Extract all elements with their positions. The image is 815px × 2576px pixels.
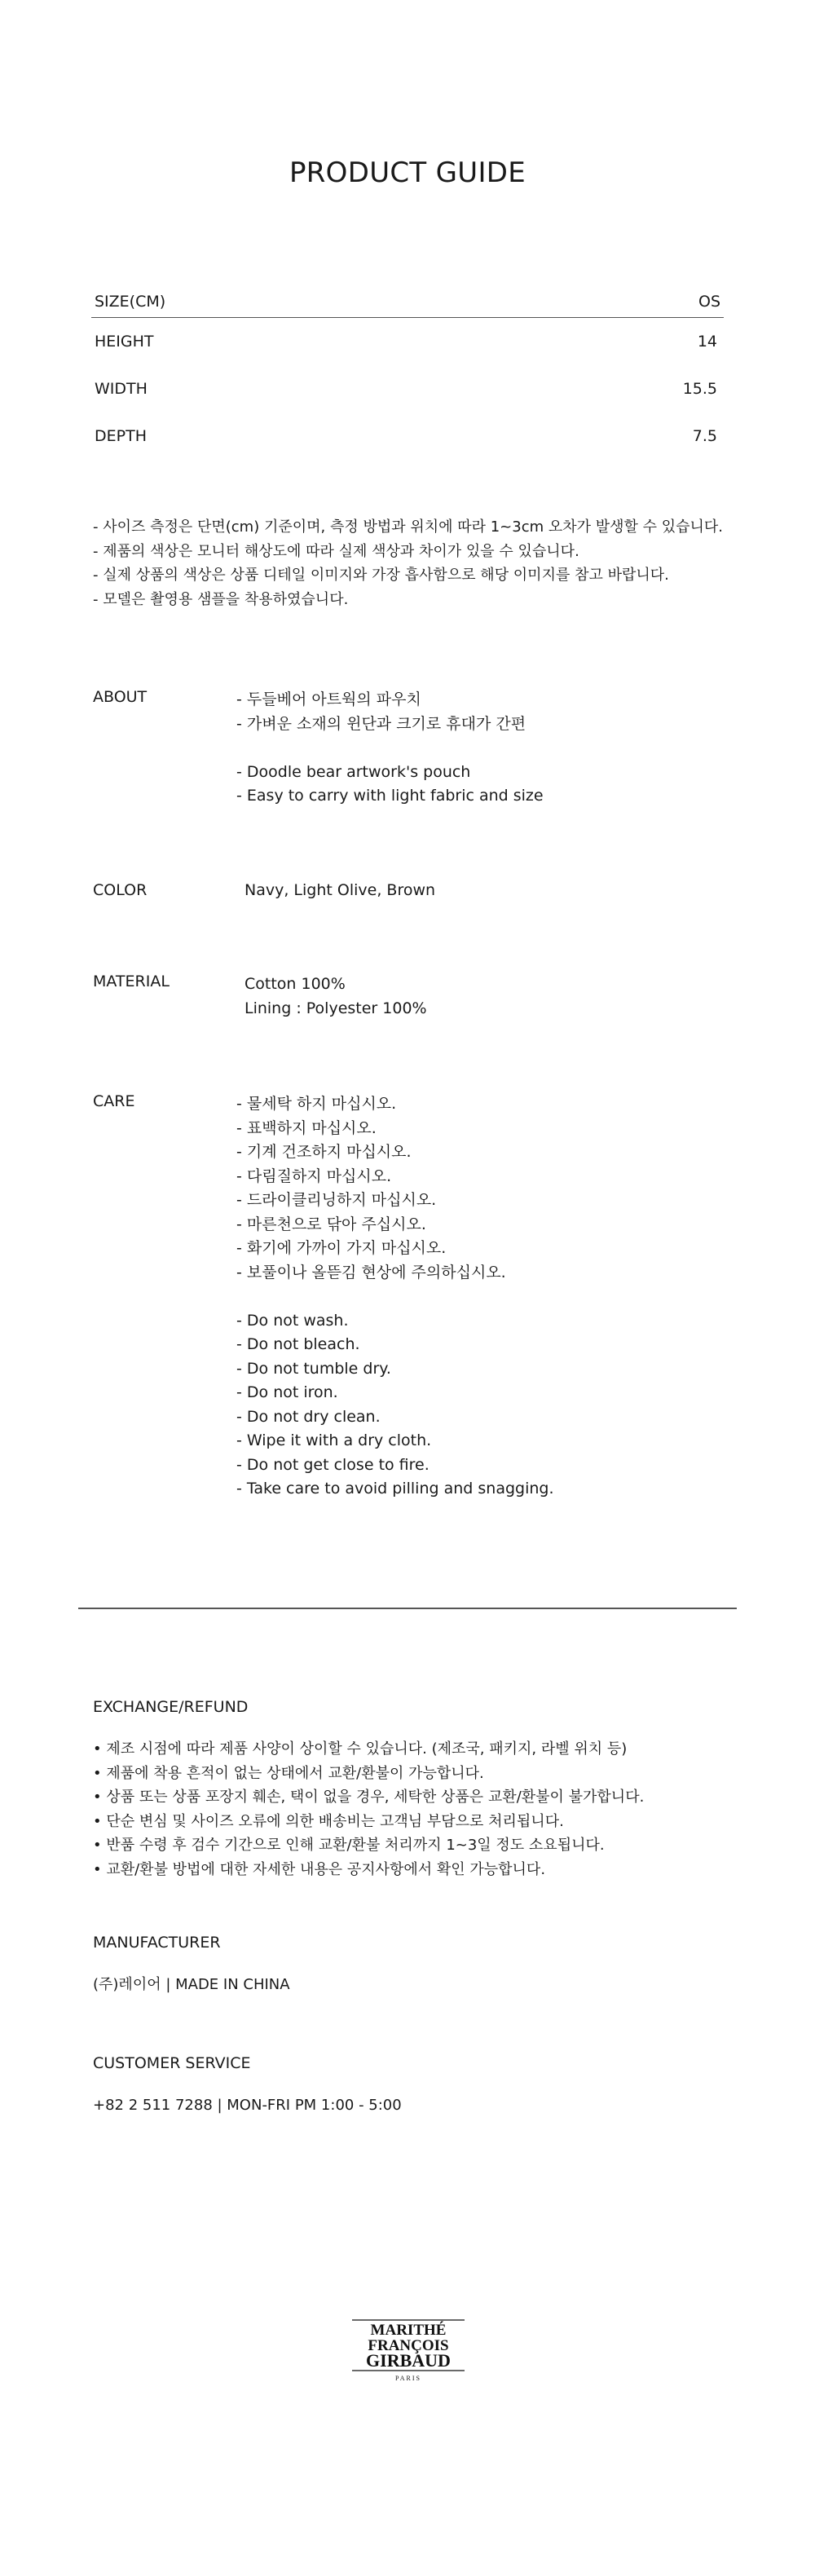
size-row-value: 15.5 bbox=[682, 380, 717, 398]
care-line: - Do not wash. bbox=[236, 1311, 349, 1330]
care-line: - 표백하지 마십시오. bbox=[236, 1118, 377, 1137]
care-line: - Take care to avoid pilling and snagging. bbox=[236, 1480, 554, 1498]
care-line: - 물세탁 하지 마십시오. bbox=[236, 1095, 397, 1113]
care-line: - 기계 건조하지 마십시오. bbox=[236, 1143, 412, 1161]
exchange-line: • 제조 시점에 따라 제품 사양이 상이할 수 있습니다. (제조국, 패키지, 라벨 위치 등) bbox=[93, 1740, 628, 1758]
material-line: Lining : Polyester 100% bbox=[244, 999, 427, 1017]
note-line: - 모델은 촬영용 샘플을 착용하였습니다. bbox=[93, 590, 349, 608]
exchange-line: • 단순 변심 및 사이즈 오류에 의한 배송비는 고객님 부담으로 처리됩니다. bbox=[93, 1812, 564, 1830]
care-line: - Do not get close to fire. bbox=[236, 1455, 430, 1474]
size-notes bbox=[93, 515, 723, 611]
care-line: - 마른천으로 닦아 주십시오. bbox=[236, 1215, 426, 1233]
customer-service-title: CUSTOMER SERVICE bbox=[93, 2054, 251, 2072]
about-line: - 가벼운 소재의 윈단과 크기로 휴대가 간편 bbox=[236, 714, 526, 733]
care-line: - Wipe it with a dry cloth. bbox=[236, 1431, 432, 1449]
material-text bbox=[244, 973, 750, 1021]
care-text bbox=[236, 1092, 742, 1502]
size-row-value: 7.5 bbox=[692, 427, 717, 445]
customer-service-value: +82 2 511 7288 | MON-FRI PM 1:00 - 5:00 bbox=[93, 2097, 402, 2114]
care-label: CARE bbox=[93, 1092, 135, 1110]
logo-sub: PARIS bbox=[395, 2375, 421, 2382]
size-row-value: 14 bbox=[697, 333, 717, 351]
customer-service-section bbox=[93, 2054, 402, 2118]
note-line: - 실제 상품의 색상은 상품 디테일 이미지와 가장 흡사함으로 해당 이미지를 참고 바랍니다. bbox=[93, 567, 669, 584]
note-line: - 제품의 색상은 모니터 해상도에 따라 실제 색상과 차이가 있을 수 있습니다. bbox=[93, 542, 579, 560]
exchange-line: • 제품에 착용 흔적이 없는 상태에서 교환/환불이 가능합니다. bbox=[93, 1764, 484, 1782]
logo-line-3: GIRBAUD bbox=[366, 2350, 451, 2371]
note-line: - 사이즈 측정은 단면(cm) 기준이며, 측정 방법과 위치에 따라 1~3cm 오차가 발생할 수 있습니다. bbox=[93, 518, 724, 536]
size-header-value: OS bbox=[698, 292, 720, 311]
care-line: - Do not tumble dry. bbox=[236, 1359, 391, 1378]
size-table-header bbox=[91, 285, 724, 318]
exchange-section bbox=[93, 1698, 644, 1881]
size-table bbox=[91, 285, 724, 460]
about-label: ABOUT bbox=[93, 688, 148, 706]
brand-logo bbox=[349, 2318, 468, 2384]
care-line: - Do not dry clean. bbox=[236, 1407, 381, 1426]
material-line: Cotton 100% bbox=[244, 975, 346, 993]
manufacturer-section bbox=[93, 1934, 290, 1997]
care-line: - 다림질하지 마십시오. bbox=[236, 1167, 392, 1185]
exchange-line: • 상품 또는 상품 포장지 훼손, 택이 없을 경우, 세탁한 상품은 교환/환불이 불가합니다. bbox=[93, 1789, 645, 1806]
logo-line-1: MARITHÉ bbox=[370, 2322, 447, 2339]
exchange-line: • 교환/환불 방법에 대한 자세한 내용은 공지사항에서 확인 가능합니다. bbox=[93, 1860, 546, 1878]
size-row-label: HEIGHT bbox=[95, 333, 154, 351]
section-divider bbox=[78, 1608, 737, 1609]
color-value: Navy, Light Olive, Brown bbox=[244, 881, 436, 899]
manufacturer-value: (주)레이어 | MADE IN CHINA bbox=[93, 1976, 290, 1993]
about-text bbox=[236, 688, 742, 809]
manufacturer-title: MANUFACTURER bbox=[93, 1934, 221, 1952]
size-row-width bbox=[91, 365, 724, 412]
page-title: PRODUCT GUIDE bbox=[289, 157, 526, 189]
size-row-height bbox=[91, 318, 724, 365]
care-line: - 드라이클리닝하지 마십시오. bbox=[236, 1191, 437, 1209]
care-line: - 화기에 가까이 가지 마십시오. bbox=[236, 1239, 447, 1257]
about-line: - 두들베어 아트웍의 파우치 bbox=[236, 690, 421, 708]
about-line: - Easy to carry with light fabric and size bbox=[236, 787, 544, 805]
size-row-label: DEPTH bbox=[95, 427, 147, 445]
color-label: COLOR bbox=[93, 881, 148, 899]
exchange-title: EXCHANGE/REFUND bbox=[93, 1698, 249, 1716]
care-line: - Do not bleach. bbox=[236, 1335, 360, 1353]
size-header-label: SIZE(CM) bbox=[95, 292, 166, 311]
care-line: - 보풀이나 올뜯김 현상에 주의하십시오. bbox=[236, 1263, 506, 1281]
material-label: MATERIAL bbox=[93, 973, 170, 990]
exchange-line: • 반품 수령 후 검수 기간으로 인해 교환/환불 처리까지 1~3일 정도 소요됩니다. bbox=[93, 1837, 605, 1854]
size-row-label: WIDTH bbox=[95, 380, 148, 398]
about-line: - Doodle bear artwork's pouch bbox=[236, 762, 471, 781]
size-row-depth bbox=[91, 412, 724, 460]
logo-line-2: FRANÇOIS bbox=[368, 2337, 449, 2354]
care-line: - Do not iron. bbox=[236, 1383, 338, 1401]
